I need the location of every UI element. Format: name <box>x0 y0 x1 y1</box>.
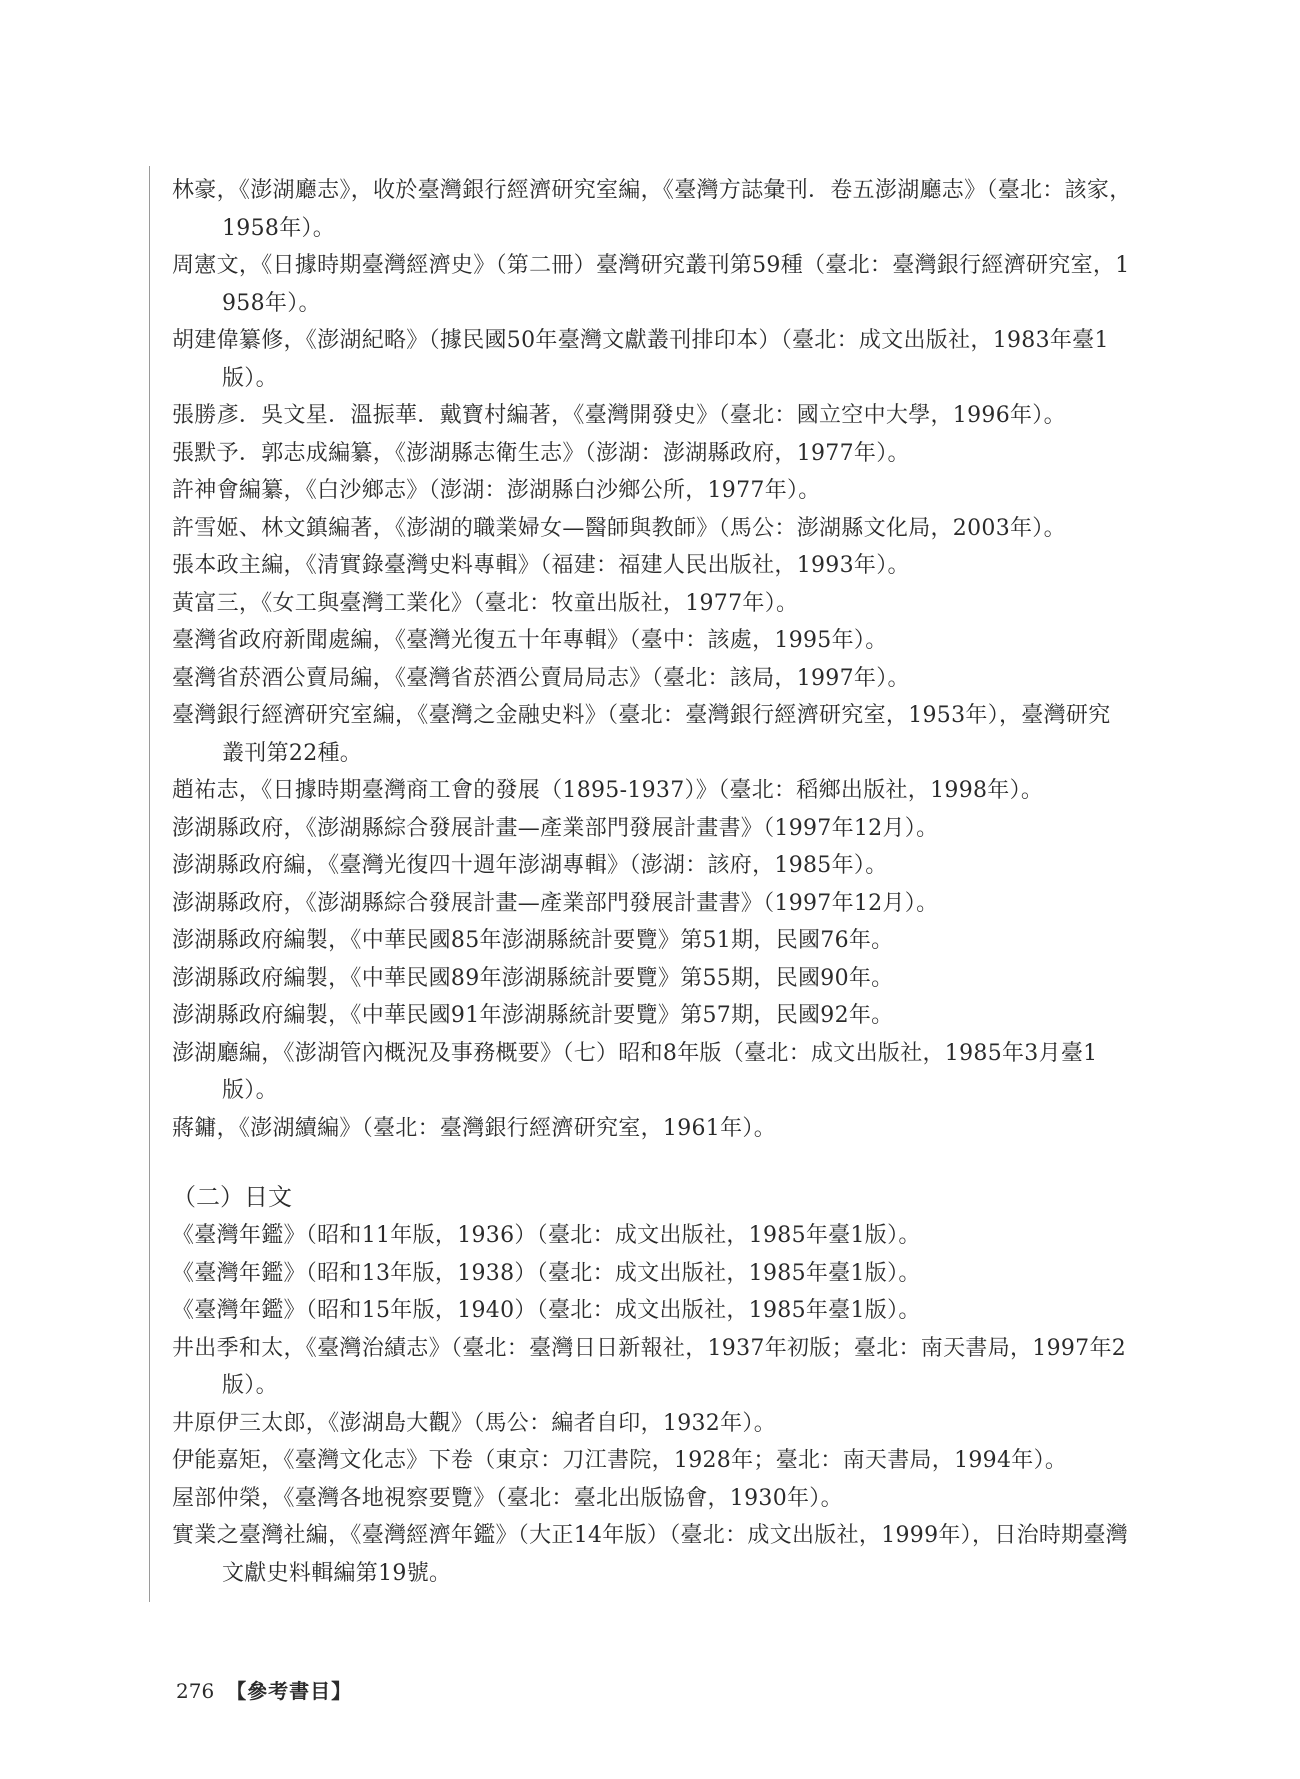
reference-entry: 實業之臺灣社編，《臺灣經濟年鑑》（大正14年版）（臺北：成文出版社，1999年），日治時期臺灣文獻史料輯編第19號。 <box>172 1523 1129 1586</box>
chinese-references <box>172 172 1132 1147</box>
reference-entry: 張勝彥．吳文星．溫振華．戴寶村編著，《臺灣開發史》（臺北：國立空中大學，1996年）。 <box>172 403 1066 428</box>
reference-entry: 臺灣省政府新聞處編，《臺灣光復五十年專輯》（臺中：該處，1995年）。 <box>172 628 888 653</box>
reference-entry: 井出季和太，《臺灣治績志》（臺北：臺灣日日新報社，1937年初版；臺北：南天書局，1997年2版）。 <box>172 1335 1127 1398</box>
reference-entry: 張默予．郭志成編纂，《澎湖縣志衛生志》（澎湖：澎湖縣政府，1977年）。 <box>172 440 910 466</box>
reference-entry: 胡建偉纂修，《澎湖紀略》（據民國50年臺灣文獻叢刊排印本）（臺北：成文出版社，1983年臺1版）。 <box>172 328 1109 391</box>
running-title: 【參考書目】 <box>226 1679 353 1703</box>
reference-entry: 井原伊三太郎，《澎湖島大觀》（馬公：編者自印，1932年）。 <box>172 1410 776 1436</box>
reference-entry: 《臺灣年鑑》（昭和15年版，1940）（臺北：成文出版社，1985年臺1版）。 <box>172 1298 921 1323</box>
reference-entry: 趙祐志，《日據時期臺灣商工會的發展（1895-1937）》（臺北：稻鄉出版社，1998年）。 <box>172 778 1044 803</box>
reference-entry: 黃富三，《女工與臺灣工業化》（臺北：牧童出版社，1977年）。 <box>172 590 799 616</box>
reference-entry: 林豪，《澎湖廳志》，收於臺灣銀行經濟研究室編，《臺灣方誌彙刊．卷五澎湖廳志》（臺北：該家，1958年）。 <box>172 178 1132 241</box>
reference-entry: 許雪姬、林文鎮編著，《澎湖的職業婦女—醫師與教師》（馬公：澎湖縣文化局，2003年）。 <box>172 515 1066 541</box>
reference-entry: 澎湖縣政府，《澎湖縣綜合發展計畫—產業部門發展計畫書》（1997年12月）。 <box>172 815 939 841</box>
section-heading-japanese: （二）日文 <box>172 1183 292 1211</box>
reference-entry: 澎湖縣政府編製，《中華民國85年澎湖縣統計要覽》第51期，民國76年。 <box>172 928 894 953</box>
reference-entry: 伊能嘉矩，《臺灣文化志》下卷（東京：刀江書院，1928年；臺北：南天書局，1994年）。 <box>172 1448 1068 1473</box>
bibliography-content <box>172 172 1132 1592</box>
reference-entry: 屋部仲榮，《臺灣各地視察要覽》（臺北：臺北出版協會，1930年）。 <box>172 1485 843 1511</box>
reference-entry: 臺灣省菸酒公賣局編，《臺灣省菸酒公賣局局志》（臺北：該局，1997年）。 <box>172 665 910 691</box>
reference-entry: 蔣鏞，《澎湖續編》（臺北：臺灣銀行經濟研究室，1961年）。 <box>172 1115 776 1141</box>
reference-entry: 澎湖縣政府編，《臺灣光復四十週年澎湖專輯》（澎湖：該府，1985年）。 <box>172 853 888 878</box>
page-footer <box>176 1678 352 1704</box>
reference-entry: 《臺灣年鑑》（昭和11年版，1936）（臺北：成文出版社，1985年臺1版）。 <box>172 1223 921 1248</box>
reference-entry: 澎湖廳編，《澎湖管內概況及事務概要》（七）昭和8年版（臺北：成文出版社，1985年3月臺1版）。 <box>172 1040 1098 1103</box>
page-number: 276 <box>176 1679 215 1703</box>
reference-entry: 周憲文，《日據時期臺灣經濟史》（第二冊）臺灣研究叢刊第59種（臺北：臺灣銀行經濟研究室，1958年）。 <box>172 253 1130 316</box>
reference-entry: 澎湖縣政府編製，《中華民國89年澎湖縣統計要覽》第55期，民國90年。 <box>172 965 894 991</box>
japanese-references <box>172 1217 1132 1592</box>
reference-entry: 許神會編纂，《白沙鄉志》（澎湖：澎湖縣白沙鄉公所，1977年）。 <box>172 478 821 503</box>
reference-entry: 《臺灣年鑑》（昭和13年版，1938）（臺北：成文出版社，1985年臺1版）。 <box>172 1260 921 1286</box>
reference-entry: 張本政主編，《清實錄臺灣史料專輯》（福建：福建人民出版社，1993年）。 <box>172 553 910 578</box>
reference-entry: 臺灣銀行經濟研究室編，《臺灣之金融史料》（臺北：臺灣銀行經濟研究室，1953年），臺灣研究叢刊第22種。 <box>172 703 1111 766</box>
reference-entry: 澎湖縣政府，《澎湖縣綜合發展計畫—產業部門發展計畫書》（1997年12月）。 <box>172 890 939 916</box>
reference-entry: 澎湖縣政府編製，《中華民國91年澎湖縣統計要覽》第57期，民國92年。 <box>172 1003 894 1028</box>
margin-rule <box>149 166 150 1602</box>
